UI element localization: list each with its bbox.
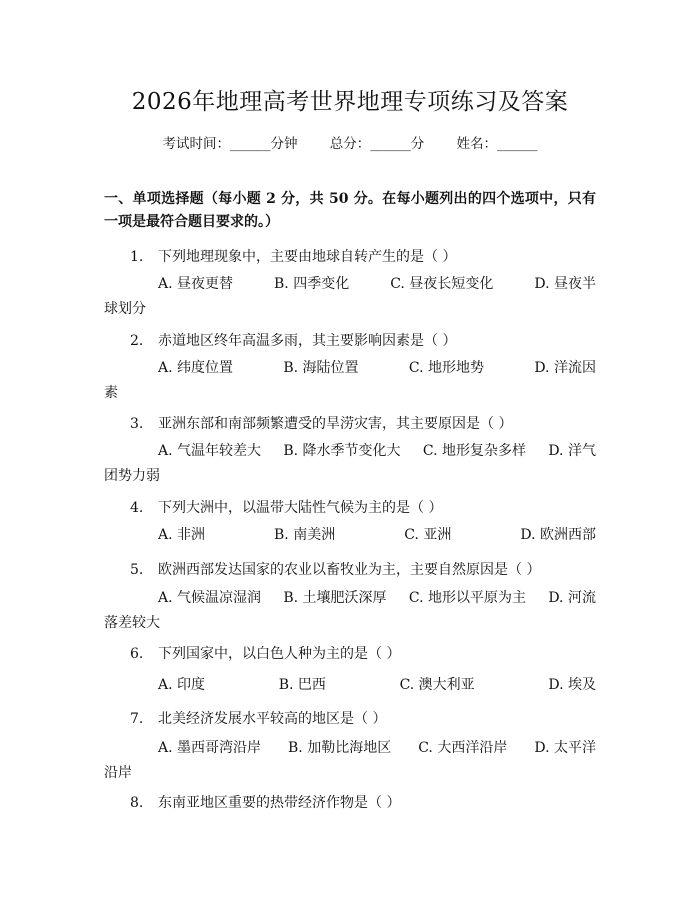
question-text: 下列大洲中，以温带大陆性气候为主的是（ ） — [158, 500, 443, 516]
question-text: 东南亚地区重要的热带经济作物是（ ） — [158, 795, 401, 811]
question-number: 2. — [130, 333, 144, 349]
question-number: 7. — [130, 711, 144, 727]
option-wrap: 球划分 — [104, 301, 146, 317]
options-5 — [104, 586, 596, 636]
question-text: 下列国家中，以白色人种为主的是（ ） — [158, 646, 401, 662]
option-a: A. 气候温凉湿润 — [158, 590, 262, 606]
options-4 — [104, 523, 596, 548]
question-7 — [130, 708, 386, 728]
options-1 — [104, 272, 596, 322]
options-6 — [104, 673, 596, 698]
option-b: B. 土壤肥沃深厚 — [283, 590, 387, 606]
option-wrap: 沿岸 — [104, 765, 132, 781]
option-c: C. 澳大利亚 — [399, 677, 475, 693]
options-3 — [104, 439, 596, 489]
question-1 — [130, 246, 456, 266]
exam-info — [0, 132, 700, 152]
exam-name: 姓名：______ — [456, 136, 538, 152]
question-8 — [130, 792, 400, 812]
options-2 — [104, 356, 596, 406]
option-c: C. 地形地势 — [408, 360, 484, 376]
option-d: D. 昼夜半 — [534, 276, 596, 292]
question-number: 1. — [130, 249, 144, 265]
option-d: D. 埃及 — [548, 677, 596, 693]
question-2 — [130, 330, 456, 350]
question-number: 6. — [130, 646, 144, 662]
option-a: A. 气温年较差大 — [158, 443, 262, 459]
question-text: 赤道地区终年高温多雨，其主要影响因素是（ ） — [158, 333, 457, 349]
option-b: B. 加勒比海地区 — [288, 740, 392, 756]
question-text: 欧洲西部发达国家的农业以畜牧业为主，主要自然原因是（ ） — [158, 562, 541, 578]
question-6 — [130, 643, 400, 663]
question-text: 北美经济发展水平较高的地区是（ ） — [158, 711, 387, 727]
option-wrap: 团势力弱 — [104, 468, 160, 484]
option-a: A. 非洲 — [158, 527, 206, 543]
option-d: D. 太平洋 — [534, 740, 596, 756]
option-c: C. 大西洋沿岸 — [418, 740, 508, 756]
question-number: 3. — [130, 416, 144, 432]
option-c: C. 地形复杂多样 — [422, 443, 526, 459]
option-a: A. 印度 — [158, 677, 206, 693]
question-text: 下列地理现象中，主要由地球自转产生的是（ ） — [158, 249, 457, 265]
option-b: B. 巴西 — [278, 677, 326, 693]
page-title: 2026年地理高考世界地理专项练习及答案 — [131, 89, 569, 115]
exam-time: 考试时间：______分钟 — [162, 136, 298, 152]
question-number: 4. — [130, 500, 144, 516]
option-c: C. 亚洲 — [404, 527, 452, 543]
option-wrap: 落差较大 — [104, 615, 160, 631]
option-c: C. 地形以平原为主 — [408, 590, 526, 606]
question-text: 亚洲东部和南部频繁遭受的旱涝灾害，其主要原因是（ ） — [158, 416, 513, 432]
option-wrap: 素 — [104, 385, 118, 401]
question-4 — [130, 497, 442, 517]
option-d: D. 河流 — [548, 590, 596, 606]
option-a: A. 昼夜更替 — [158, 276, 234, 292]
option-b: B. 海陆位置 — [283, 360, 359, 376]
option-c: C. 昼夜长短变化 — [390, 276, 494, 292]
option-b: B. 降水季节变化大 — [283, 443, 401, 459]
option-a: A. 墨西哥湾沿岸 — [158, 740, 262, 756]
option-b: B. 南美洲 — [274, 527, 336, 543]
option-d: D. 洋流因 — [534, 360, 596, 376]
question-3 — [130, 413, 512, 433]
option-a: A. 纬度位置 — [158, 360, 234, 376]
options-7 — [104, 736, 596, 786]
option-d: D. 欧洲西部 — [520, 527, 596, 543]
question-number: 8. — [130, 795, 144, 811]
section-heading: 一、单项选择题（每小题 2 分，共 50 分。在每小题列出的四个选项中，只有一项是最符合题目要求的。） — [104, 191, 596, 230]
question-number: 5. — [130, 562, 144, 578]
option-b: B. 四季变化 — [274, 276, 350, 292]
question-5 — [130, 559, 540, 579]
exam-score: 总分：______分 — [329, 136, 425, 152]
option-d: D. 洋气 — [548, 443, 596, 459]
